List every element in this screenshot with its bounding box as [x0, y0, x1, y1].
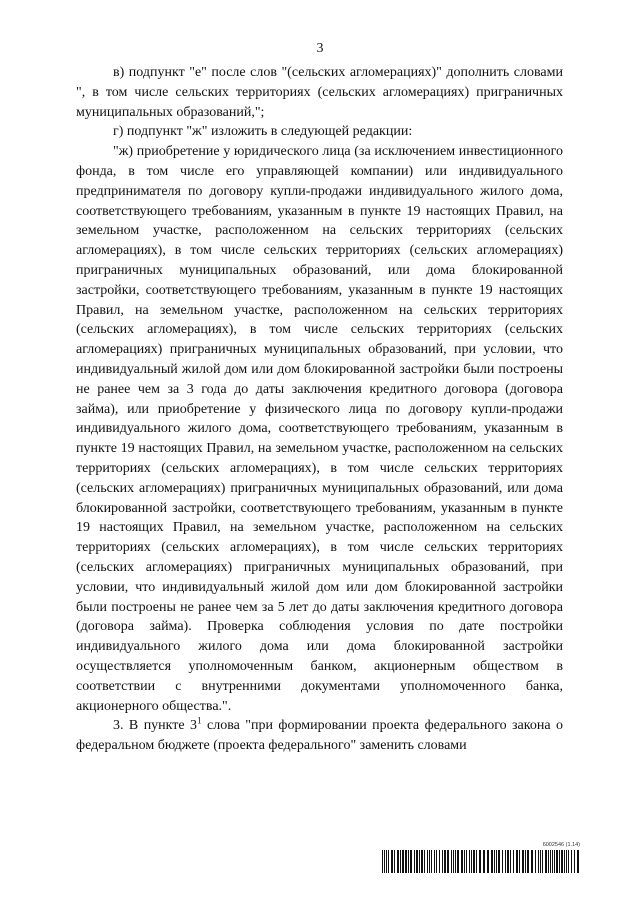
paragraph-subitem-v: в) подпункт "е" после слов "(сельских агломерациях)" дополнить словами ", в том числе сельских территориях (сельских агломерациях) приграничных муниципальных образований,"; — [76, 65, 563, 120]
barcode-bar — [498, 850, 500, 873]
barcode — [382, 850, 581, 873]
barcode-bar — [531, 850, 533, 873]
barcode-bar — [447, 850, 449, 873]
barcode-bar — [455, 850, 456, 873]
barcode-bar — [487, 850, 489, 873]
item3-superscript: 1 — [197, 715, 202, 726]
barcode-bar — [405, 850, 407, 873]
paragraph-subitem-g: г) подпункт "ж" изложить в следующей редакции: — [113, 124, 413, 140]
barcode-bar — [550, 850, 551, 873]
barcode-bar — [421, 850, 423, 873]
barcode-bar — [571, 850, 572, 873]
barcode-bar — [384, 850, 385, 873]
barcode-bar — [494, 850, 495, 873]
barcode-bar — [397, 850, 399, 873]
barcode-bar — [453, 850, 454, 873]
barcode-bar — [496, 850, 497, 873]
barcode-bar — [535, 850, 536, 873]
item3-after: слова "при формировании проекта федерального закона о федеральном бюджете (проекта федерального" заменить словами — [76, 718, 563, 754]
barcode-bar — [507, 850, 509, 873]
barcode-bar — [444, 850, 446, 873]
barcode-bar — [561, 850, 563, 873]
page-number: 3 — [316, 41, 324, 56]
barcode-bar — [545, 850, 547, 873]
document-code: 6002546 (1.14) — [542, 842, 580, 848]
barcode-bar — [416, 850, 418, 873]
barcode-bar — [464, 850, 465, 873]
barcode-bar — [451, 850, 452, 873]
barcode-bar — [564, 850, 565, 873]
barcode-bar — [556, 850, 558, 873]
barcode-bar — [402, 850, 404, 873]
barcode-bar — [516, 850, 518, 873]
barcode-bar — [479, 850, 481, 873]
barcode-bar — [577, 850, 579, 873]
barcode-bar — [382, 850, 383, 873]
barcode-bar — [548, 850, 549, 873]
item3-before: 3. В пункте 3 — [113, 718, 198, 734]
barcode-bar — [538, 850, 539, 873]
barcode-bar — [510, 850, 511, 873]
barcode-bar — [414, 850, 415, 873]
barcode-bar — [568, 850, 569, 873]
barcode-bar — [552, 850, 553, 873]
barcode-bar — [519, 850, 520, 873]
barcode-bar — [491, 850, 493, 873]
barcode-bar — [410, 850, 412, 873]
barcode-bar — [386, 850, 387, 873]
barcode-bar — [566, 850, 567, 873]
barcode-bar — [424, 850, 425, 873]
barcode-bar — [502, 850, 503, 873]
barcode-bar — [473, 850, 475, 873]
barcode-bar — [408, 850, 409, 873]
barcode-bar — [436, 850, 437, 873]
barcode-bar — [527, 850, 529, 873]
barcode-bar — [434, 850, 435, 873]
barcode-bar — [574, 850, 575, 873]
barcode-bar — [427, 850, 428, 873]
barcode-bar — [554, 850, 555, 873]
barcode-bar — [400, 850, 401, 873]
barcode-bar — [476, 850, 477, 873]
barcode-bar — [442, 850, 443, 873]
barcode-bar — [559, 850, 560, 873]
barcode-bar — [391, 850, 393, 873]
barcode-bar — [483, 850, 485, 873]
barcode-bar — [525, 850, 526, 873]
barcode-bar — [542, 850, 543, 873]
barcode-bar — [419, 850, 420, 873]
barcode-bar — [429, 850, 430, 873]
barcode-bar — [469, 850, 470, 873]
barcode-bar — [461, 850, 463, 873]
barcode-bar — [457, 850, 459, 873]
barcode-bar — [466, 850, 467, 873]
barcode-bar — [388, 850, 389, 873]
barcode-bar — [513, 850, 514, 873]
barcode-bar — [522, 850, 524, 873]
document-body — [76, 63, 563, 756]
barcode-bar — [394, 850, 395, 873]
barcode-bar — [439, 850, 440, 873]
paragraph-subitem-zh: "ж) приобретение у юридического лица (за исключением инвестиционного фонда, в том числе его управляющей компании) или индивидуального предпринимателя по договору купли-продажи индивидуального жилого дома, соответствующего требованиям, указанным в пункте 19 настоящих Правил, на земельном участке, расположенном на сельских территориях (сельских агломерациях), в том числе сельских территориях (сельских агломерациях) приграничных муниципальных образований, или дома блокированной застройки, соответствующего требованиям, указанным в пункте 19 настоящих Правил, на земельном участке, расположенном на сельских территориях (сельских агломерациях), в том числе сельских территориях (сельских агломерациях) приграничных муниципальных образований, при условии, что индивидуальный жилой дом или дом блокированной застройки были построены не ранее чем за 3 года до даты заключения кредитного договора (договора займа), или приобретение у физического лица по договору купли-продажи индивидуального жилого дома, соответствующего требованиям, указанным в пункте 19 настоящих Правил, на земельном участке, расположенном на сельских территориях (сельских агломерациях), в том числе сельских территориях (сельских агломерациях) приграничных муниципальных образований, или дома блокированной застройки, соответствующего требованиям, указанным в пункте 19 настоящих Правил, на земельном участке, расположенном на сельских территориях (сельских агломерациях), в том числе сельских территориях (сельских агломерациях) приграничных муниципальных образований, при условии, что индивидуальный жилой дом или дом блокированной застройки были построены не ранее чем за 5 лет до даты заключения кредитного договора (договора займа). Проверка соблюдения условия по дате постройки индивидуального жилого дома или дома блокированной застройки осуществляется уполномоченным банком, акционерным обществом в соответствии с внутренними документами уполномоченного банка, акционерного общества.". — [76, 144, 563, 714]
paragraph-item-3 — [76, 716, 563, 756]
barcode-bar — [471, 850, 472, 873]
barcode-bar — [540, 850, 541, 873]
barcode-bar — [505, 850, 506, 873]
barcode-bar — [431, 850, 432, 873]
